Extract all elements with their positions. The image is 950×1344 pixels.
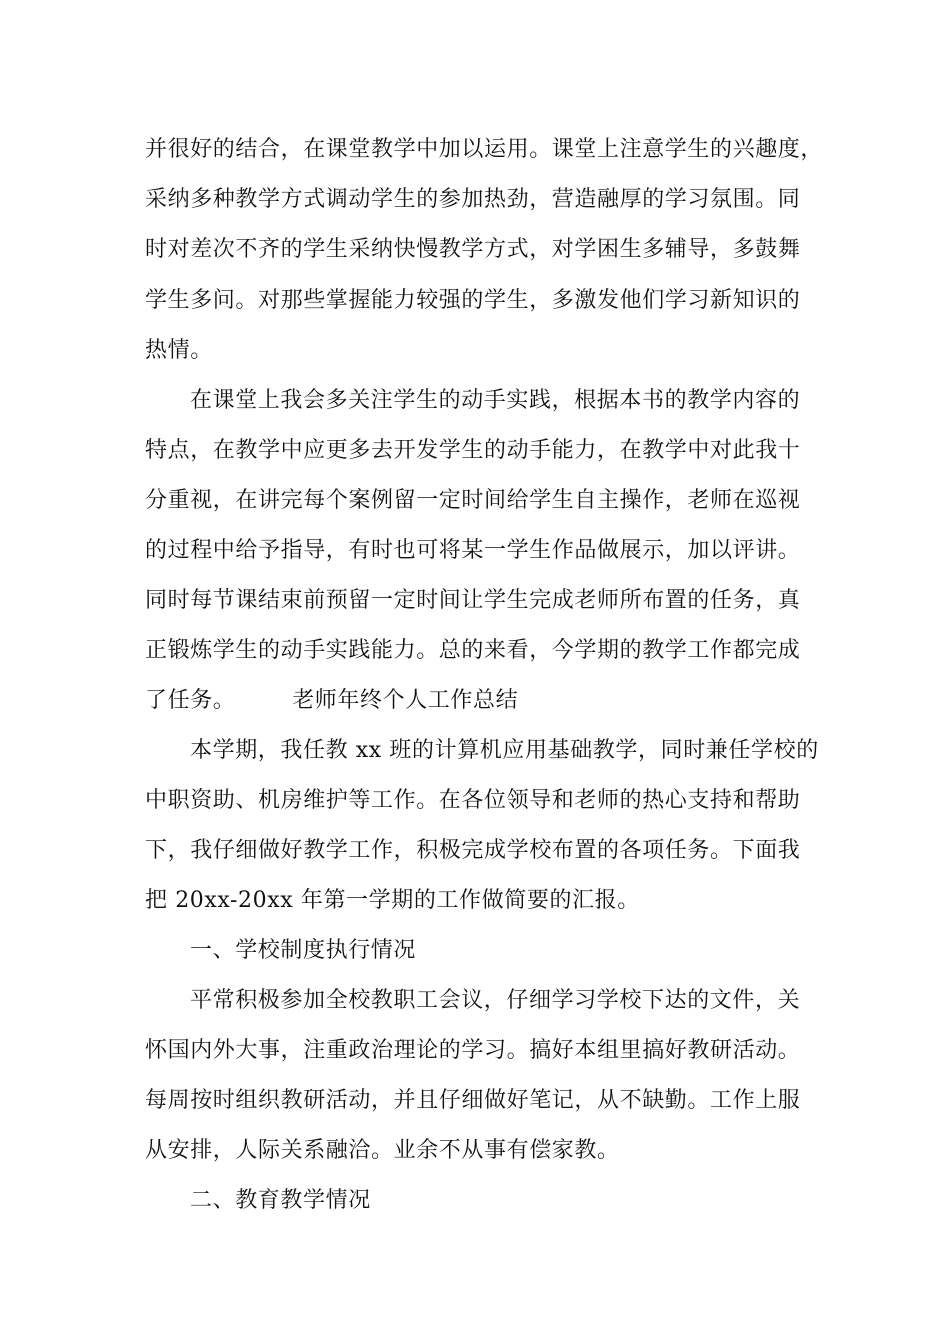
section-heading-2: 二、教育教学情况 xyxy=(190,1188,371,1213)
text-line: 热情。 xyxy=(145,338,213,363)
paragraph-start-line: 平常积极参加全校教职工会议，仔细学习学校下达的文件，关 xyxy=(190,988,801,1013)
text-line: 时对差次不齐的学生采纳快慢教学方式，对学困生多辅导，多鼓舞 xyxy=(145,237,801,262)
text-line: 下，我仔细做好教学工作，积极完成学校布置的各项任务。下面我 xyxy=(145,838,801,863)
text-line: 分重视，在讲完每个案例留一定时间给学生自主操作，老师在巡视 xyxy=(145,488,801,513)
paragraph-start-line: 在课堂上我会多关注学生的动手实践，根据本书的教学内容的 xyxy=(190,388,801,413)
text-line: 并很好的结合，在课堂教学中加以运用。课堂上注意学生的兴趣度， xyxy=(145,137,824,162)
text-line: 正锻炼学生的动手实践能力。总的来看，今学期的教学工作都完成 xyxy=(145,638,801,663)
text-line: 学生多问。对那些掌握能力较强的学生，多激发他们学习新知识的 xyxy=(145,288,801,313)
text-line-with-title: 了任务。 老师年终个人工作总结 xyxy=(145,688,519,713)
text-line: 的过程中给予指导，有时也可将某一学生作品做展示，加以评讲。 xyxy=(145,538,801,563)
text-line: 把 20xx-20xx 年第一学期的工作做简要的汇报。 xyxy=(145,888,640,913)
text-line: 怀国内外大事，注重政治理论的学习。搞好本组里搞好教研活动。 xyxy=(145,1038,801,1063)
text-line: 中职资助、机房维护等工作。在各位领导和老师的热心支持和帮助 xyxy=(145,788,801,813)
text-line: 采纳多种教学方式调动学生的参加热劲，营造融厚的学习氛围。同 xyxy=(145,187,801,212)
text-line: 从安排，人际关系融洽。业余不从事有偿家教。 xyxy=(145,1138,620,1163)
text-line: 特点，在教学中应更多去开发学生的动手能力，在教学中对此我十 xyxy=(145,438,801,463)
text-line: 同时每节课结束前预留一定时间让学生完成老师所布置的任务，真 xyxy=(145,588,801,613)
text-line: 每周按时组织教研活动，并且仔细做好笔记，从不缺勤。工作上服 xyxy=(145,1088,801,1113)
section-heading-1: 一、学校制度执行情况 xyxy=(190,938,417,963)
paragraph-start-line: 本学期，我任教 xx 班的计算机应用基础教学，同时兼任学校的 xyxy=(190,738,819,763)
